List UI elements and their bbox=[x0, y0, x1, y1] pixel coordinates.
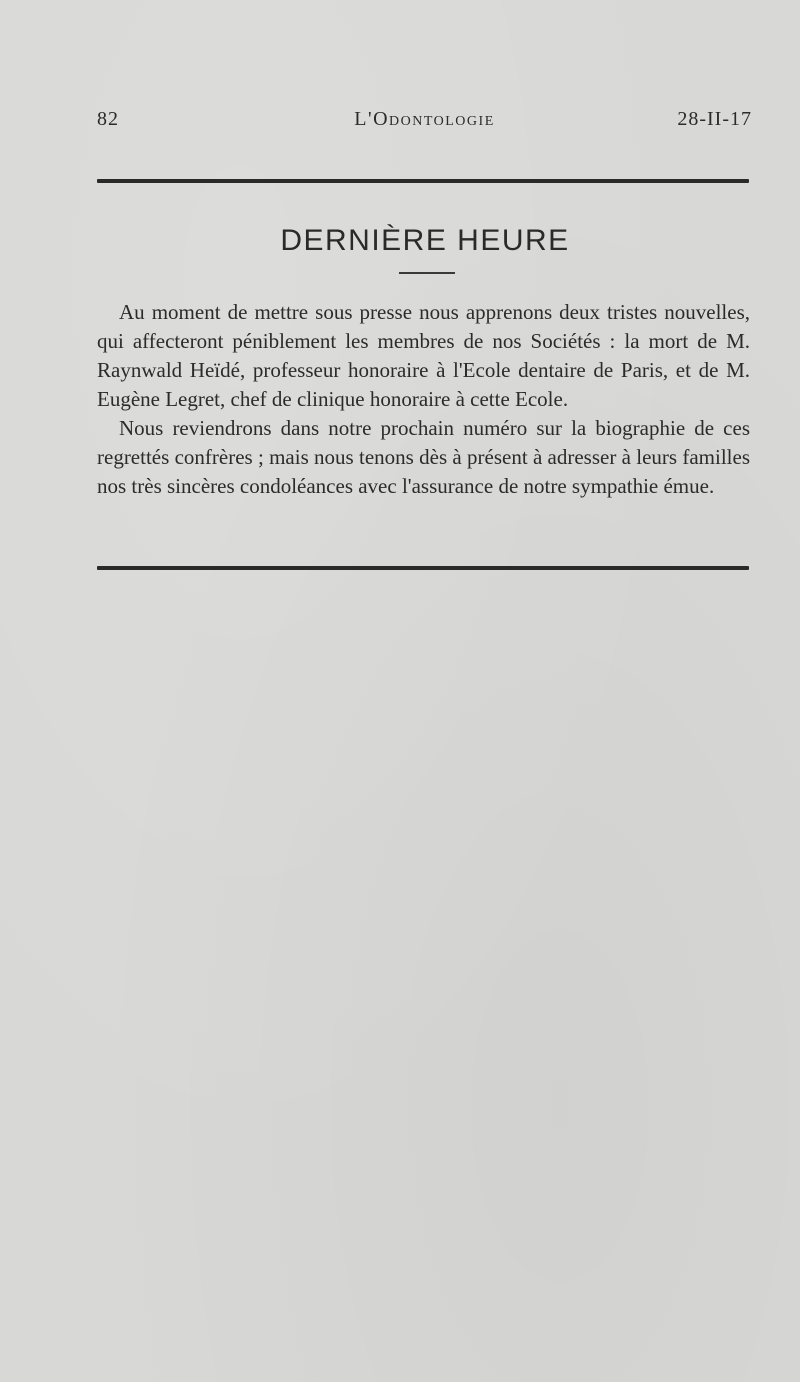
issue-date: 28-II-17 bbox=[677, 108, 752, 130]
paragraph-1: Au moment de mettre sous presse nous apprenons deux tristes nouvelles, qui affecteront péniblement les membres de nos Sociétés : la mort de M. Raynwald Heïdé, professeur honoraire à l'Ecole dentaire de Paris, et de M. Eugène Legret, chef de clinique honoraire à cette Ecole. bbox=[97, 300, 750, 411]
bottom-rule-divider bbox=[97, 566, 749, 570]
running-header bbox=[97, 108, 752, 138]
article-body bbox=[97, 298, 750, 501]
article-title: DERNIÈRE HEURE bbox=[280, 224, 570, 257]
page-number: 82 bbox=[97, 108, 119, 130]
journal-title: L'Odontologie bbox=[354, 108, 495, 130]
title-underline-divider bbox=[399, 272, 455, 274]
top-rule-divider bbox=[97, 179, 749, 183]
paragraph-2: Nous reviendrons dans notre prochain numéro sur la biographie de ces regrettés confrères ; mais nous tenons dès à présent à adresser à leurs familles nos très sincères condoléances avec l'assurance de notre sympathie émue. bbox=[97, 416, 750, 498]
